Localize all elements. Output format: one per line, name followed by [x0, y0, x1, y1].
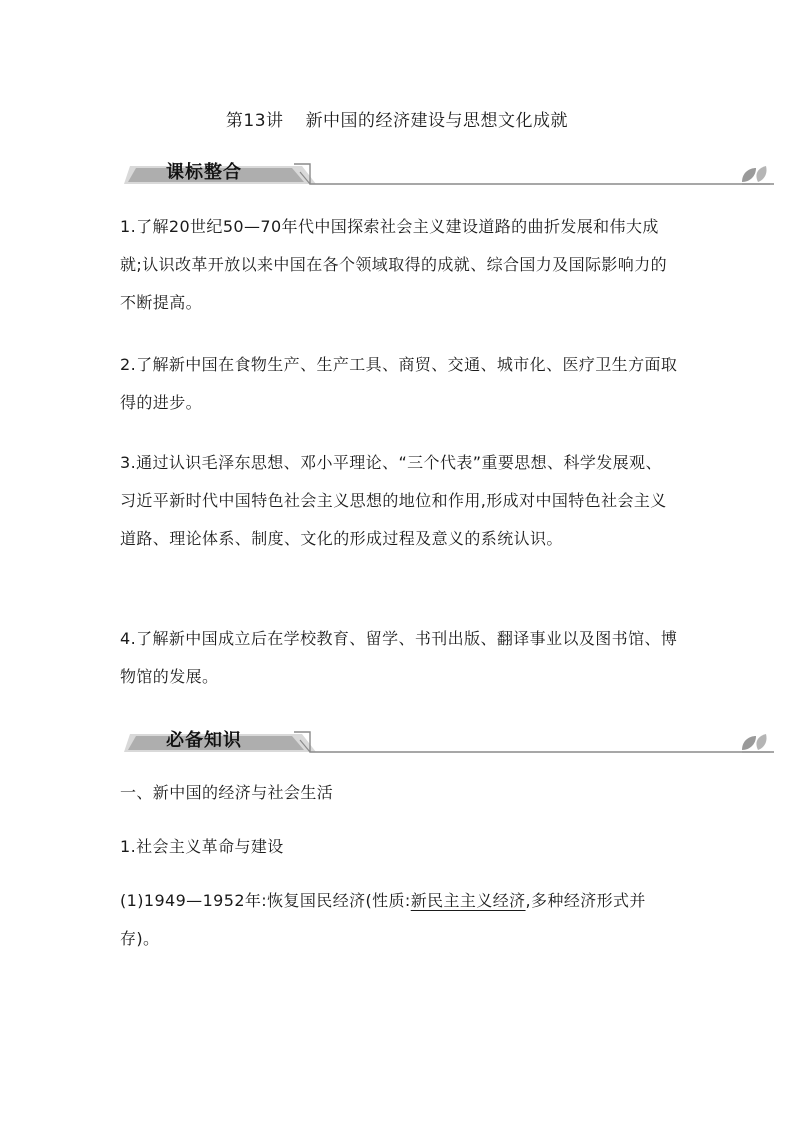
lesson-number: 第13讲	[225, 111, 284, 131]
curriculum-item-3: 3.通过认识毛泽东思想、邓小平理论、“三个代表”重要思想、科学发展观、习近平新时代中国特色社会主义思想的地位和作用,形成对中国特色社会主义道路、理论体系、制度、文化的形成过程及意义的系统认识。	[120, 453, 667, 548]
curriculum-item-2: 2.了解新中国在食物生产、生产工具、商贸、交通、城市化、医疗卫生方面取得的进步。	[120, 355, 678, 412]
leaf-icon	[742, 734, 770, 752]
section-label-knowledge: 必备知识	[166, 730, 242, 751]
section-banner-knowledge	[124, 722, 774, 762]
curriculum-item-4: 4.了解新中国成立后在学校教育、留学、书刊出版、翻译事业以及图书馆、博物馆的发展。	[120, 629, 678, 686]
knowledge-subheading: 1.社会主义革命与建设	[120, 837, 284, 856]
curriculum-item-1: 1.了解20世纪50—70年代中国探索社会主义建设道路的曲折发展和伟大成就;认识改革开放以来中国在各个领域取得的成就、综合国力及国际影响力的不断提高。	[120, 217, 667, 312]
page-title	[0, 106, 794, 131]
knowledge-heading: 一、新中国的经济与社会生活	[120, 783, 334, 802]
section-banner-curriculum	[124, 154, 774, 194]
knowledge-item-1-key-term: 新民主主义经济	[410, 891, 526, 910]
section-label-curriculum: 课标整合	[166, 162, 242, 183]
knowledge-item-1-prefix: (1)1949—1952年:恢复国民经济(性质:	[120, 891, 411, 910]
knowledge-item-1-suffix: ,多种经济形式并存)。	[120, 891, 646, 948]
knowledge-item-1	[120, 882, 678, 958]
leaf-icon	[742, 166, 770, 184]
lesson-title: 新中国的经济建设与思想文化成就	[305, 111, 569, 131]
